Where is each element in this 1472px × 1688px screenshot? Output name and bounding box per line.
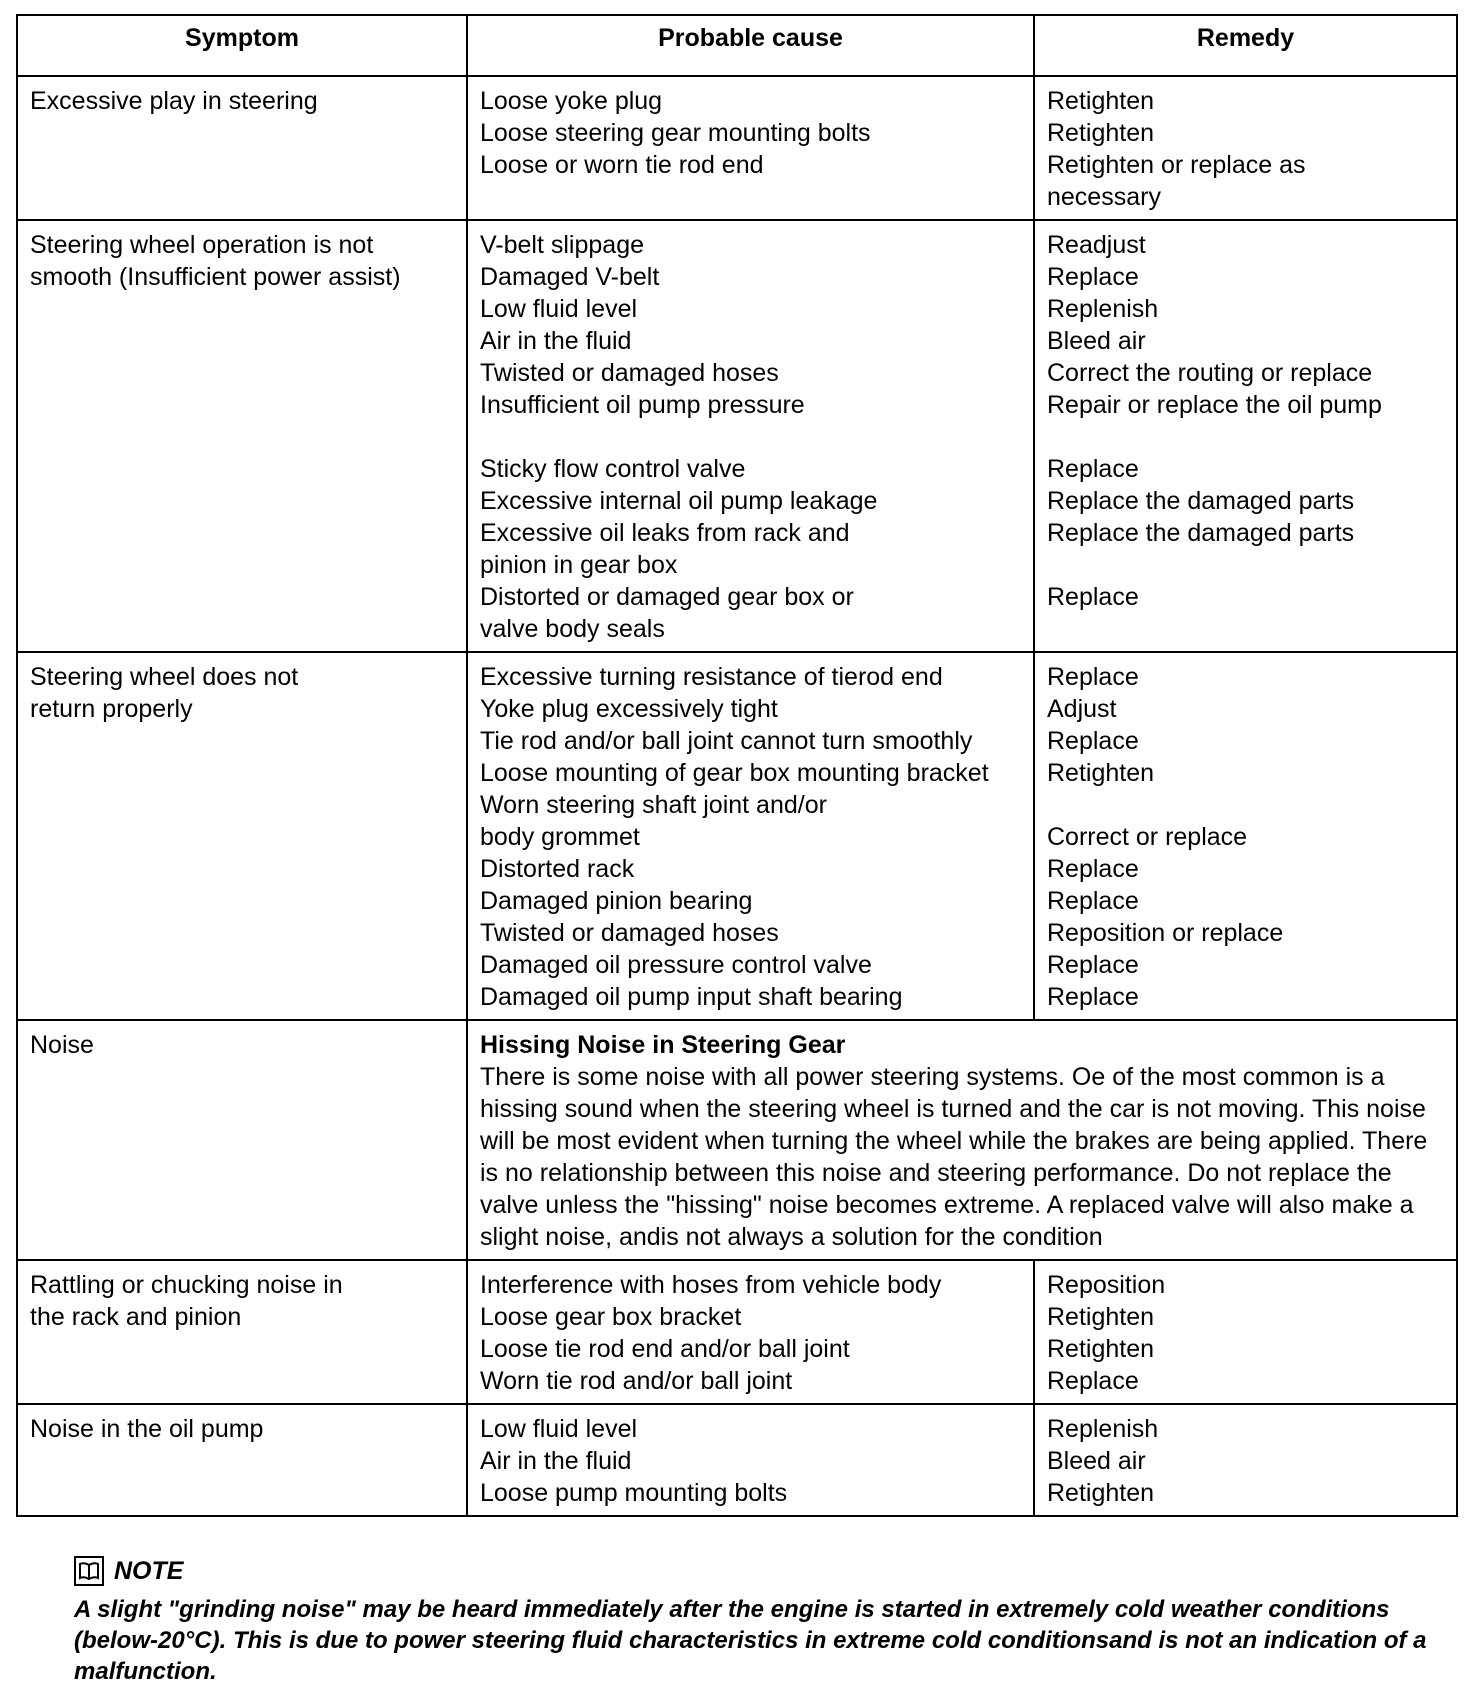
remedy-cell-line: Replace xyxy=(1047,583,1139,611)
cause-cell-line: Yoke plug excessively tight xyxy=(480,695,778,723)
cause-cell-line: Insufficient oil pump pressure xyxy=(480,391,805,419)
cause-cell-line xyxy=(480,181,1021,213)
cause-cell-line: Air in the fluid xyxy=(480,1447,632,1475)
header-remedy: Remedy xyxy=(1034,15,1457,76)
table-row xyxy=(17,220,1457,652)
symptom-cell-line: Rattling or chucking noise in xyxy=(30,1271,343,1299)
note-block xyxy=(74,1556,1444,1687)
remedy-cell-line: Readjust xyxy=(1047,231,1146,259)
cause-cell-line: Excessive internal oil pump leakage xyxy=(480,487,878,515)
noise-title: Hissing Noise in Steering Gear xyxy=(480,1031,846,1059)
remedy-cell xyxy=(1034,1260,1457,1404)
remedy-cell-line: Retighten xyxy=(1047,87,1155,115)
cause-cell-line: valve body seals xyxy=(480,615,665,643)
cause-cell-line: Interference with hoses from vehicle body xyxy=(480,1271,942,1299)
remedy-cell-line: Bleed air xyxy=(1047,327,1146,355)
cause-cell-line: Damaged pinion bearing xyxy=(480,887,753,915)
remedy-cell-line: Replenish xyxy=(1047,295,1159,323)
note-header xyxy=(74,1556,1444,1586)
remedy-cell-line: Retighten xyxy=(1047,1479,1155,1507)
symptom-cell-line: smooth (Insufficient power assist) xyxy=(30,263,401,291)
remedy-cell-line: Replace the damaged parts xyxy=(1047,519,1355,547)
cause-cell-line: Damaged oil pressure control valve xyxy=(480,951,872,979)
cause-cell-line: Loose pump mounting bolts xyxy=(480,1479,788,1507)
remedy-cell-line: Repair or replace the oil pump xyxy=(1047,391,1382,419)
cause-cell-line xyxy=(480,421,1021,453)
symptom-cell xyxy=(17,1404,467,1516)
troubleshooting-table xyxy=(16,14,1458,1517)
remedy-cell-line: Retighten xyxy=(1047,1303,1155,1331)
remedy-cell-line: Retighten xyxy=(1047,1335,1155,1363)
noise-description-cell xyxy=(467,1020,1457,1260)
remedy-cell-line: Reposition or replace xyxy=(1047,919,1284,947)
note-text: A slight "grinding noise" may be heard immediately after the engine is started in extremely cold weather conditions (below-20°C). This is due to power steering fluid characteristics in extreme cold conditionsand is not an indication of a malfunction. xyxy=(74,1596,1427,1685)
cause-cell-line: Loose gear box bracket xyxy=(480,1303,742,1331)
cause-cell xyxy=(467,1404,1034,1516)
remedy-cell-line: Correct or replace xyxy=(1047,823,1248,851)
table-row xyxy=(17,1404,1457,1516)
remedy-cell-line: Replace xyxy=(1047,663,1139,691)
table-row-noise xyxy=(17,1020,1457,1260)
symptom-cell xyxy=(17,1020,467,1260)
symptom-cell-line: Noise xyxy=(30,1031,94,1059)
symptom-cell-line: Noise in the oil pump xyxy=(30,1415,264,1443)
symptom-cell xyxy=(17,220,467,652)
table-header-row xyxy=(17,15,1457,76)
cause-cell-line: body grommet xyxy=(480,823,640,851)
table-row xyxy=(17,76,1457,220)
cause-cell-line: Excessive oil leaks from rack and xyxy=(480,519,850,547)
cause-cell-line: Excessive turning resistance of tierod end xyxy=(480,663,943,691)
remedy-cell xyxy=(1034,1404,1457,1516)
remedy-cell xyxy=(1034,76,1457,220)
noise-text: There is some noise with all power steering systems. Oe of the most common is a hissing sound when the steering wheel is turned and the car is not moving. This noise will be most evident when turning the wheel while the brakes are being applied. There is no relationship between this noise and steering performance. Do not replace the valve unless the "hissing" noise becomes extreme. A replaced valve will also make a slight noise, andis not always a solution for the condition xyxy=(480,1063,1428,1251)
cause-cell-line: Twisted or damaged hoses xyxy=(480,919,779,947)
remedy-cell-line: Reposition xyxy=(1047,1271,1166,1299)
cause-cell-line: Twisted or damaged hoses xyxy=(480,359,779,387)
remedy-cell-line: Replace xyxy=(1047,951,1139,979)
cause-cell-line: Loose steering gear mounting bolts xyxy=(480,119,871,147)
remedy-cell-line xyxy=(1047,613,1444,645)
cause-cell-line: Low fluid level xyxy=(480,1415,638,1443)
cause-cell-line: Air in the fluid xyxy=(480,327,632,355)
remedy-cell-line xyxy=(1047,789,1444,821)
remedy-cell-line: Retighten xyxy=(1047,119,1155,147)
remedy-cell-line: Retighten xyxy=(1047,759,1155,787)
table-row xyxy=(17,1260,1457,1404)
remedy-cell-line: Bleed air xyxy=(1047,1447,1146,1475)
cause-cell-line: Sticky flow control valve xyxy=(480,455,746,483)
remedy-cell-line: Replace xyxy=(1047,855,1139,883)
cause-cell-line: pinion in gear box xyxy=(480,551,678,579)
remedy-cell xyxy=(1034,220,1457,652)
remedy-cell-line: Replace xyxy=(1047,455,1139,483)
book-icon xyxy=(74,1556,104,1586)
remedy-cell-line: Replace xyxy=(1047,983,1139,1011)
cause-cell-line: Low fluid level xyxy=(480,295,638,323)
remedy-cell-line: Replace xyxy=(1047,887,1139,915)
table-row xyxy=(17,652,1457,1020)
symptom-cell-line: Steering wheel does not xyxy=(30,663,299,691)
remedy-cell-line: Correct the routing or replace xyxy=(1047,359,1373,387)
cause-cell-line: Loose mounting of gear box mounting bracket xyxy=(480,759,989,787)
cause-cell-line: Worn tie rod and/or ball joint xyxy=(480,1367,793,1395)
cause-cell xyxy=(467,76,1034,220)
symptom-cell-line: return properly xyxy=(30,695,193,723)
remedy-cell-line: Replace xyxy=(1047,263,1139,291)
symptom-cell xyxy=(17,1260,467,1404)
symptom-cell-line: Excessive play in steering xyxy=(30,87,318,115)
remedy-cell xyxy=(1034,652,1457,1020)
remedy-cell-line: Replace the damaged parts xyxy=(1047,487,1355,515)
remedy-cell-line xyxy=(1047,549,1444,581)
remedy-cell-line: necessary xyxy=(1047,183,1161,211)
cause-cell-line: Loose or worn tie rod end xyxy=(480,151,764,179)
remedy-cell-line: Replace xyxy=(1047,1367,1139,1395)
cause-cell xyxy=(467,220,1034,652)
cause-cell xyxy=(467,1260,1034,1404)
cause-cell-line: Damaged V-belt xyxy=(480,263,660,291)
cause-cell xyxy=(467,652,1034,1020)
remedy-cell-line: Retighten or replace as xyxy=(1047,151,1306,179)
remedy-cell-line xyxy=(1047,421,1444,453)
remedy-cell-line: Adjust xyxy=(1047,695,1117,723)
cause-cell-line: V-belt slippage xyxy=(480,231,645,259)
remedy-cell-line: Replace xyxy=(1047,727,1139,755)
symptom-cell xyxy=(17,76,467,220)
symptom-cell xyxy=(17,652,467,1020)
header-probable-cause: Probable cause xyxy=(467,15,1034,76)
cause-cell-line: Loose yoke plug xyxy=(480,87,663,115)
cause-cell-line: Distorted or damaged gear box or xyxy=(480,583,854,611)
symptom-cell-line: Steering wheel operation is not xyxy=(30,231,374,259)
cause-cell-line: Loose tie rod end and/or ball joint xyxy=(480,1335,850,1363)
cause-cell-line: Distorted rack xyxy=(480,855,635,883)
cause-cell-line: Tie rod and/or ball joint cannot turn smoothly xyxy=(480,727,973,755)
cause-cell-line: Damaged oil pump input shaft bearing xyxy=(480,983,903,1011)
cause-cell-line: Worn steering shaft joint and/or xyxy=(480,791,827,819)
symptom-cell-line: the rack and pinion xyxy=(30,1303,242,1331)
note-label: NOTE xyxy=(114,1556,184,1585)
header-symptom: Symptom xyxy=(17,15,467,76)
remedy-cell-line: Replenish xyxy=(1047,1415,1159,1443)
